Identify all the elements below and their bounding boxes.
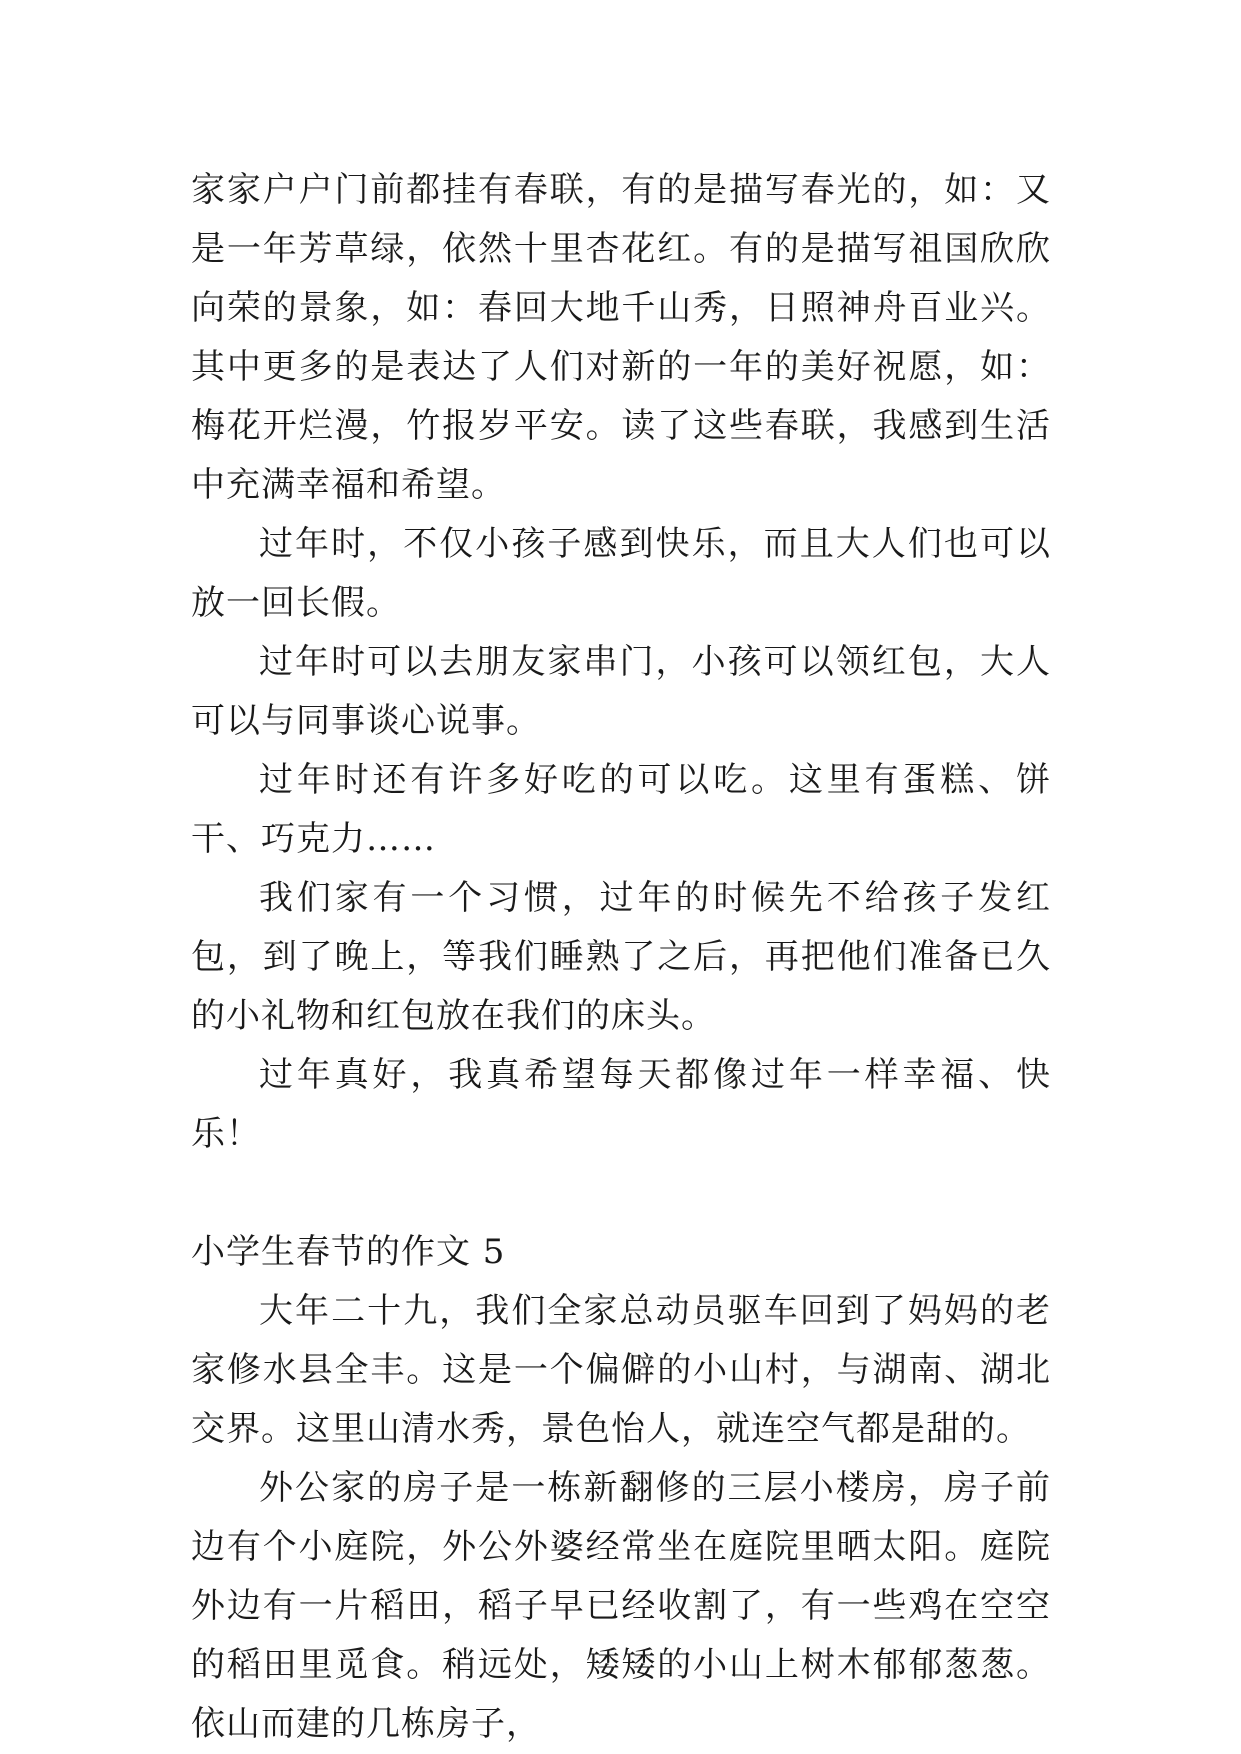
paragraph: 过年真好，我真希望每天都像过年一样幸福、快乐！	[191, 1055, 1051, 1154]
paragraph: 外公家的房子是一栋新翻修的三层小楼房，房子前边有个小庭院，外公外婆经常坐在庭院里晒太阳。庭院外边有一片稻田，稻子早已经收割了，有一些鸡在空空的稻田里觅食。稍远处，矮矮的小山上树木郁郁葱葱。依山而建的几栋房子，	[191, 1468, 1051, 1744]
paragraph: 过年时，不仅小孩子感到快乐，而且大人们也可以放一回长假。	[191, 524, 1051, 623]
paragraph: 家家户户门前都挂有春联，有的是描写春光的，如：又是一年芳草绿，依然十里杏花红。有的是描写祖国欣欣向荣的景象，如：春回大地千山秀，日照神舟百业兴。其中更多的是表达了人们对新的一年的美好祝愿，如：梅花开烂漫，竹报岁平安。读了这些春联，我感到生活中充满幸福和希望。	[191, 170, 1051, 505]
paragraph: 大年二十九，我们全家总动员驱车回到了妈妈的老家修水县全丰。这是一个偏僻的小山村，与湖南、湖北交界。这里山清水秀，景色怡人，就连空气都是甜的。	[191, 1291, 1051, 1449]
paragraph: 过年时可以去朋友家串门，小孩可以领红包，大人可以与同事谈心说事。	[191, 642, 1051, 741]
paragraph: 我们家有一个习惯，过年的时候先不给孩子发红包，到了晚上，等我们睡熟了之后，再把他们准备已久的小礼物和红包放在我们的床头。	[191, 878, 1051, 1036]
document-body	[191, 161, 1051, 1754]
section-gap	[191, 1164, 1051, 1223]
paragraph: 过年时还有许多好吃的可以吃。这里有蛋糕、饼干、巧克力……	[191, 760, 1051, 859]
section-heading: 小学生春节的作文 5	[191, 1232, 506, 1272]
